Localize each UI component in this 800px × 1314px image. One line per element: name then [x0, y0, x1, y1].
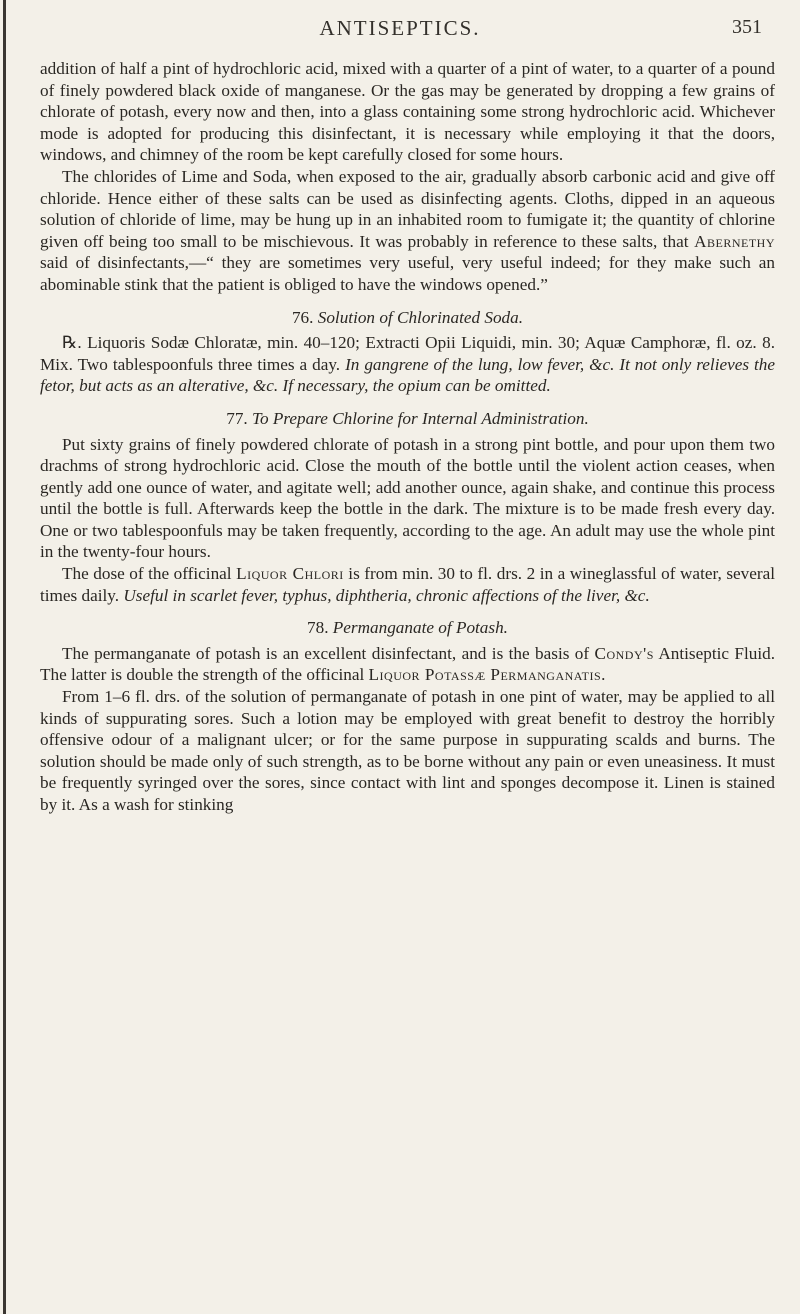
recipe-note: In gangrene of the lung, low fever, &c. It not only relieves the fetor, but acts as an alterative, &c. If necessary, the opium can be omitted.: [40, 354, 775, 396]
page-body: [40, 58, 775, 816]
page-header: [0, 16, 800, 46]
liquor-chlori-name: Liquor Chlori: [236, 564, 344, 584]
paragraph-permanganate: [40, 643, 775, 686]
section-number: 77.: [226, 408, 248, 428]
section-number: 78.: [307, 618, 329, 638]
running-title: ANTISEPTICS.: [319, 16, 481, 40]
liquor-permanganatis-name: Liquor Potassæ Permanganatis.: [368, 665, 606, 685]
paragraph-permanganate-use: From 1–6 fl. drs. of the solution of permanganate of potash in one pint of water, may be applied to all kinds of suppurating sores. Such a lotion may be employed with great benefit to destroy the horribly offensive odour of a malignant ulcer; or for the same purpose in suppurating scalds and burns. The solution should be made only of such strength, as to be borne without any pain or even uneasiness. It must be frequently syringed over the sores, since contact with lint and sponges decompose it. Linen is stained by it. As a wash for stinking: [40, 687, 775, 814]
section-heading-77: [40, 408, 775, 430]
paragraph-chlorides: [40, 166, 775, 296]
chlorides-text-b: said of disinfectants,—“ they are sometimes very useful, very useful indeed; for they make such an abominable stink that the patient is obliged to have the windows opened.”: [40, 253, 775, 294]
liquor-text-b: is from min. 30 to fl. drs. 2 in a wineglassful of water, several times daily.: [40, 564, 775, 605]
author-name-abernethy: Abernethy: [694, 231, 776, 251]
section-title: Solution of Chlorinated Soda.: [317, 307, 524, 327]
page-edge-shadow: [3, 0, 6, 1314]
author-name-condy: Condy's: [594, 643, 654, 663]
paragraph-prepare-chlorine: Put sixty grains of finely powdered chlorate of potash in a strong pint bottle, and pour upon them two drachms of strong hydrochloric acid. Close the mouth of the bottle until the violent action ceases, when gently add one ounce of water, and agitate well; add another ounce, again shake, and continue this process until the bottle is full. Afterwards keep the bottle in the dark. The mixture is to be made fresh every day. One or two tablespoonfuls may be taken frequently, according to the age. An adult may use the whole pint in the twenty-four hours.: [40, 434, 775, 562]
recipe-text: ℞. Liquoris Sodæ Chloratæ, min. 40–120; Extracti Opii Liquidi, min. 30; Aquæ Camphoræ, fl. oz. 8. Mix. Two tablespoonfuls three times a day.: [40, 333, 775, 374]
recipe-76: [40, 332, 775, 397]
section-number: 76.: [291, 307, 314, 327]
liquor-text-a: The dose of the officinal: [62, 564, 232, 584]
chlorides-text-a: The chlorides of Lime and Soda, when exposed to the air, gradually absorb carbonic acid and give off chloride. Hence either of these salts can be used as disinfecting agents. Cloths, dipped in an aqueous solution of chloride of lime, may be hung up in an inhabited room to fumigate it; the quantity of chlorine given off being too small to be mischievous. It was probably in reference to these salts, that: [40, 166, 775, 251]
section-heading-76: [40, 307, 775, 329]
paragraph-chlorine-gas: addition of half a pint of hydrochloric acid, mixed with a quarter of a pint of water, to a quarter of a pound of finely powdered black oxide of manganese. Or the gas may be generated by dropping a few grains of chlorate of potash, every now and then, into a glass containing some strong hydrochloric acid. Whichever mode is adopted for producing this disinfectant, it is necessary while employing it that the doors, windows, and chimney of the room be kept carefully closed for some hours.: [40, 59, 775, 165]
section-title: To Prepare Chlorine for Internal Administration.: [252, 408, 589, 428]
permanganate-text-b: Antiseptic Fluid. The latter is double the strength of the officinal: [40, 643, 776, 685]
liquor-uses: Useful in scarlet fever, typhus, diphtheria, chronic affections of the liver, &c.: [123, 585, 650, 605]
paragraph-liquor-chlori: [40, 563, 775, 606]
page-number: 351: [732, 16, 762, 38]
section-heading-78: [40, 617, 775, 639]
permanganate-text-a: The permanganate of potash is an excellent disinfectant, and is the basis of: [62, 643, 590, 663]
section-title: Permanganate of Potash.: [332, 618, 508, 638]
